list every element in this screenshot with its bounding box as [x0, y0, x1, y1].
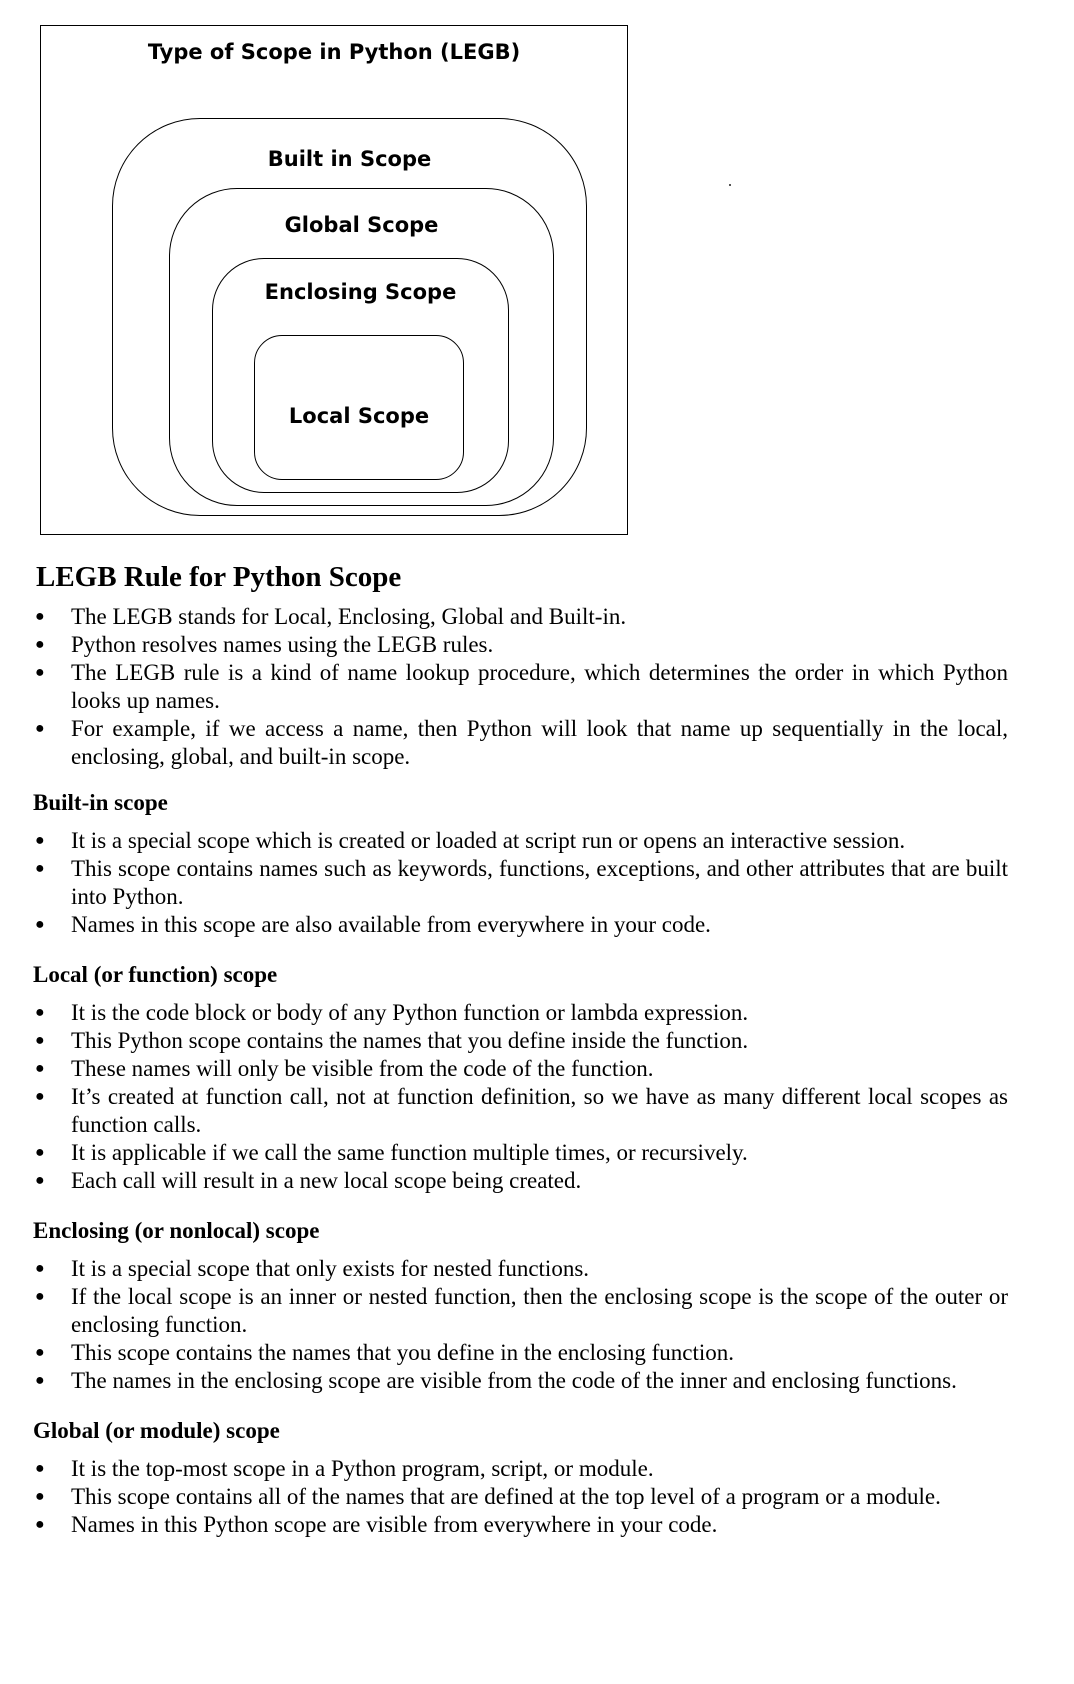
section-heading-enclosing: Enclosing (or nonlocal) scope [33, 1218, 320, 1243]
list-item: ● This Python scope contains the names that you define inside the function. [33, 1027, 1008, 1055]
local-scope-box [254, 335, 464, 480]
document-body [33, 560, 1008, 1539]
list-item: ● It is the code block or body of any Python function or lambda expression. [33, 999, 1008, 1027]
intro-list [33, 603, 1008, 771]
legb-scope-diagram [40, 25, 628, 535]
builtin-scope-label: Built in Scope [267, 147, 432, 171]
list-item: ● Names in this Python scope are visible from everywhere in your code. [33, 1511, 1008, 1539]
list-item: ● Each call will result in a new local scope being created. [33, 1167, 1008, 1195]
list-item: ● This scope contains the names that you define in the enclosing function. [33, 1339, 1008, 1367]
diagram-title: Type of Scope in Python (LEGB) [147, 40, 521, 64]
list-item: ● If the local scope is an inner or nested function, then the enclosing scope is the scope of the outer or enclosing function. [33, 1283, 1008, 1339]
list-item: ● This scope contains names such as keywords, functions, exceptions, and other attributes that are built into Python. [33, 855, 1008, 911]
section-heading-builtin: Built-in scope [33, 790, 168, 815]
list-item: ● It is the top-most scope in a Python program, script, or module. [33, 1455, 1008, 1483]
list-item: ● This scope contains all of the names that are defined at the top level of a program or a module. [33, 1483, 1008, 1511]
list-item: ● The LEGB stands for Local, Enclosing, Global and Built-in. [33, 603, 1008, 631]
local-scope-label: Local Scope [288, 404, 430, 428]
stray-dot [729, 184, 731, 186]
global-scope-label: Global Scope [284, 213, 439, 237]
list-item: ● These names will only be visible from the code of the function. [33, 1055, 1008, 1083]
list-item: ● It is a special scope that only exists for nested functions. [33, 1255, 1008, 1283]
list-item: ● Python resolves names using the LEGB rules. [33, 631, 1008, 659]
page-title: LEGB Rule for Python Scope [36, 561, 402, 593]
list-item: ● It’s created at function call, not at function definition, so we have as many different local scopes as function calls. [33, 1083, 1008, 1139]
list-item: ● It is a special scope which is created or loaded at script run or opens an interactive session. [33, 827, 1008, 855]
builtin-list [33, 827, 1008, 939]
global-list [33, 1455, 1008, 1539]
list-item: ● For example, if we access a name, then Python will look that name up sequentially in the local, enclosing, global, and built-in scope. [33, 715, 1008, 771]
list-item: ● It is applicable if we call the same function multiple times, or recursively. [33, 1139, 1008, 1167]
local-list [33, 999, 1008, 1195]
enclosing-list [33, 1255, 1008, 1395]
list-item: ● The names in the enclosing scope are visible from the code of the inner and enclosing functions. [33, 1367, 1008, 1395]
section-heading-local: Local (or function) scope [33, 962, 278, 987]
list-item: ● Names in this scope are also available from everywhere in your code. [33, 911, 1008, 939]
enclosing-scope-label: Enclosing Scope [264, 280, 457, 304]
section-heading-global: Global (or module) scope [33, 1418, 280, 1443]
list-item: ● The LEGB rule is a kind of name lookup procedure, which determines the order in which Python looks up names. [33, 659, 1008, 715]
